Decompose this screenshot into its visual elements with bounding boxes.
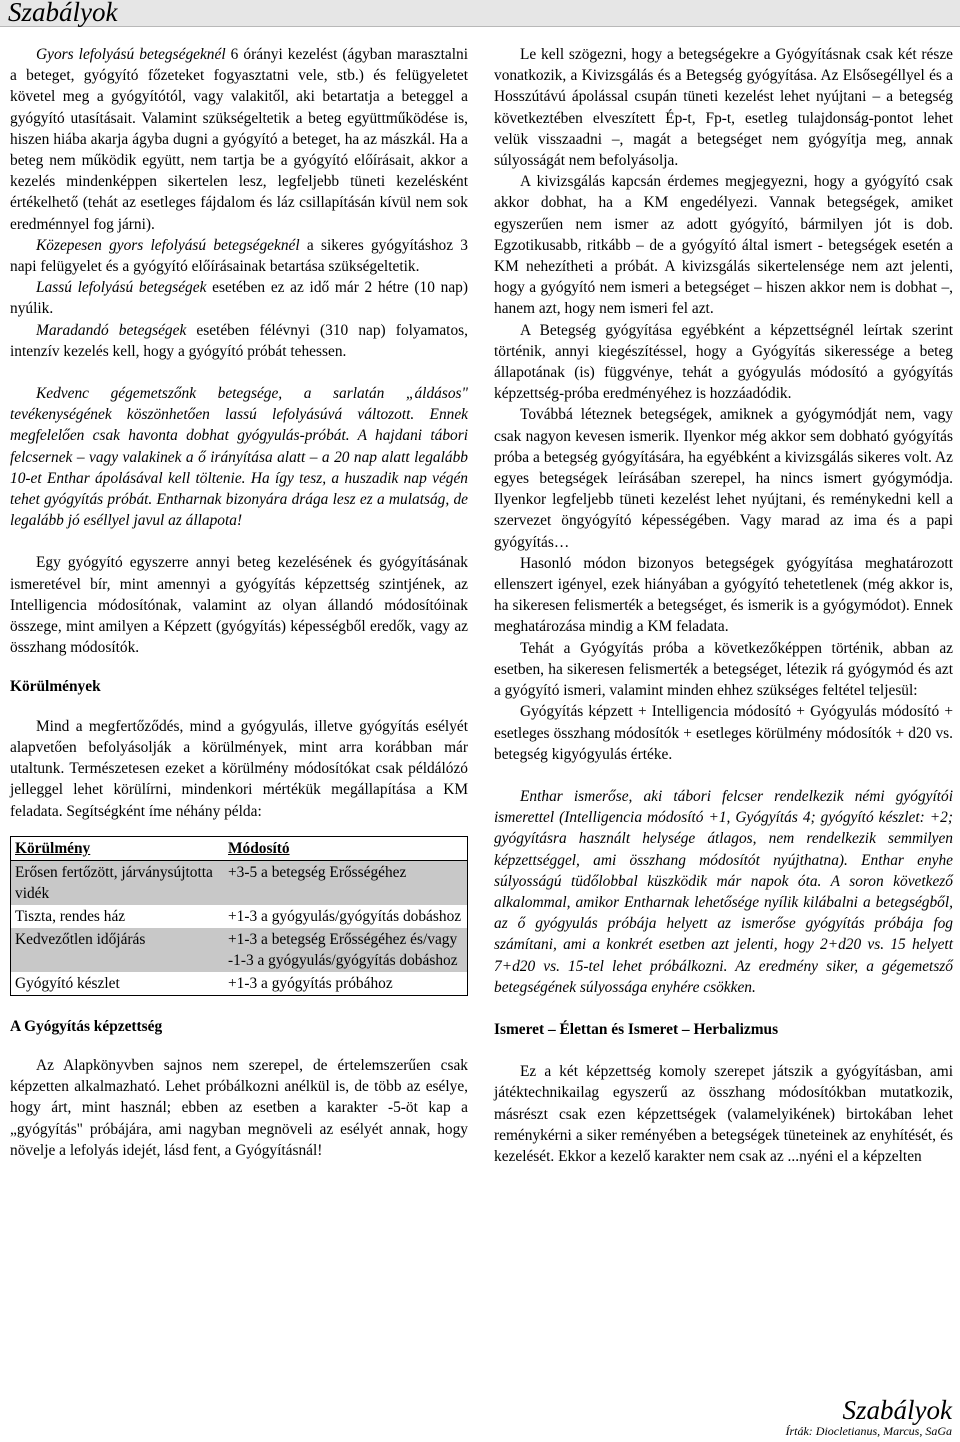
paragraph-fast-course xyxy=(10,44,468,235)
table-row xyxy=(11,860,468,905)
heading-korulmenyek: Körülmények xyxy=(10,678,101,696)
table-cell: Tiszta, rendes ház xyxy=(15,907,126,925)
right-column xyxy=(494,44,953,1167)
term-permanent: Maradandó betegségek xyxy=(36,321,187,339)
paragraph-examination: A kivizsgálás kapcsán érdemes megjegyezni, hogy a gyógyító csak akkor dobhat, ha a KM engedélyezi. Vannak betegségek, amiket egyszerűen nem ismer az adott gyógyító, bármilyen jót is dob. Egzotikusabb, ritkább – de a gyógyító által ismert - betegségek esetén a KM nehezítheti a próbát. A kivizsgálás sikertelensége nem azt jelenti, hogy a gyógyító nem ismeri a betegséget – hiszen akkor nem is dobhat –, hanem azt, hogy nem ismeri fel azt. xyxy=(494,173,953,318)
example-right: Enthar ismerőse, aki tábori felcser rendelkezik némi gyógyítói ismerettel (Intelligencia módosító +1, Gyógyítás 4; gyógyító készlet: +2; gyógyításra használt helysége átlagos, nem rendelkezik semmilyen képzettséggel, ami összhang módosítót nyújthatna). Enthar enyhe súlyosságú tüdőlobbal küszködik már napok óta. A soron következő alkalommal, amikor Entharnak lehetősége nyílik kilábalni a betegségből, az ő gyógyulás próbája helyett az ismerőse gyógyítás próbája fog számítani, ami a konkrét esetben azt jelenti, hogy 2+d20 vs. 15 helyett 7+d20 vs. 15-tel lehet próbálkozni. Az eredmény siker, a gégemetsző betegségének súlyossága enyhére csökken. xyxy=(494,787,953,996)
table-cell: +1-3 a betegség Erősségéhez és/vagy -1-3 a gyógyulás/gyógyítás dobáshoz xyxy=(224,928,468,972)
paragraph-medium-course-text: a sikeres gyógyításhoz 3 napi felügyelet és a gyógyító előírásainak betartása szükségeltetik. xyxy=(10,236,468,276)
table-header-cell: Módosító xyxy=(224,836,468,860)
table-row xyxy=(11,905,468,928)
table-cell: +3-5 a betegség Erősségéhez xyxy=(224,860,468,905)
table-header-row xyxy=(11,836,468,860)
table-row xyxy=(11,972,468,996)
paragraph-parts: Le kell szögezni, hogy a betegségekre a Gyógyításnak csak két része vonatkozik, a Kivizsgálás és a Betegség gyógyítása. Az Elsősegéllyel és a Hosszútávú ápolással csupán tüneti kezelést lehet nyújtani – a betegség következtében elveszített Ép-t, Fp-t, esetleg tulajdonság-pontot lehet velük visszaadni –, magát a betegséget nem gyógyítja meg, annak súlyosságát nem befolyásolja. xyxy=(494,46,953,170)
table-row xyxy=(11,928,468,972)
table-cell: Kedvezőtlen időjárás xyxy=(11,928,225,972)
paragraph-capacity: Egy gyógyító egyszerre annyi beteg kezelésének és gyógyításának ismeretével bír, mint amennyi a gyógyítás képzettség szintjének, az Intelligencia módosítónak, valamint az olyan állandó módosítóinak összege, mint amilyen a Képzett (gyógyítás) képességből eredők, vagy az összhang módosítók. xyxy=(10,554,468,657)
table-cell: +1-3 a gyógyítás próbához xyxy=(228,974,393,992)
left-column xyxy=(10,44,468,1161)
paragraph-permanent xyxy=(10,320,468,362)
paragraph-slow-course xyxy=(10,277,468,319)
paragraph-skill: Az Alapkönyvben sajnos nem szerepel, de értelemszerűen csak képzetten alkalmazható. Lehet próbálkozni anélkül is, de több az esélye, hogy árt, mint használ; ebben az esetben a karakter -5-öt kap a „gyógyítás" próbájára, ami nagyban megnöveli az esélyét annak, hogy növelje a lefolyás idejét, lásd fent, a Gyógyításnál! xyxy=(10,1056,468,1159)
paragraph-knowledge: Ez a két képzettség komoly szerepet játszik a gyógyításban, ami játéktechnikailag egyszerű az összhang módosítókban mutatkozik, másrészt csak ezen képzettségek (valamelyikének) birtokában lehet reménykérni a siker reményében a betegségek tüneteinek az enyhítését, és kezelését. Ekkor a kezelő karakter nem csak az ...nyéni el a képzelten xyxy=(494,1063,953,1165)
term-slow-course: Lassú lefolyású betegségek xyxy=(36,279,207,297)
paragraph-formula: Gyógyítás képzett + Intelligencia módosító + Gyógyulás módosító + esetleges összhang módosítók + esetleges körülmény módosítók + d20 vs. betegség kigyógyulás értéke. xyxy=(494,703,953,763)
page-header xyxy=(0,0,960,27)
table-cell: Erősen fertőzött, járványsújtotta vidék xyxy=(11,860,225,905)
example-left: Kedvenc gégemetszőnk betegsége, a sarlatán „áldásos" tevékenységének köszönhetően lassú lefolyásúvá változott. Ennek megfelelően csak havonta dobhat gyógyulás-próbát. A hajdani tábori felcsernek – vagy valakinek a ő irányítása alatt – a 20 nap alatt legalább 10-et Enthar ápolásával kell töltenie. Ha így tesz, a huszadik nap végén tehet gyógyítás próbát. Entharnak bizonyára drága lesz ez a mulatság, de legalább jó eséllyel javul az állapota! xyxy=(10,385,468,530)
paragraph-antidote: Hasonló módon bizonyos betegségek gyógyítása meghatározott ellenszert igényel, ezek hiányában a gyógyító tehetetlenek (még akkor is, ha sikeresen felismerték a betegséget, és ismerik is a gyógymódot). Ennek meghatározása mindig a KM feladata. xyxy=(494,554,953,636)
modifier-table xyxy=(10,836,468,996)
paragraph-slow-course-text: esetében ez az idő már 2 hétre (10 nap) nyúlik. xyxy=(10,279,468,318)
table-cell: +1-3 a gyógyulás/gyógyítás dobáshoz xyxy=(228,907,462,925)
paragraph-procedure: Tehát a Gyógyítás próba a következőképpen történik, abban az esetben, ha sikeresen felismerték a betegséget, létezik rá gyógymód és azt a gyógyító ismeri, valamint minden ehhez szükséges feltétel teljesül: xyxy=(494,639,953,700)
paragraph-permanent-text: esetében félévnyi (310 nap) folyamatos, intenzív kezelés kell, hogy a gyógyító próbát tehessen. xyxy=(10,321,468,360)
term-fast-course: Gyors lefolyású betegségeknél xyxy=(36,46,226,63)
table-header-cell: Körülmény xyxy=(11,836,225,860)
footer-authors: Írták: Diocletianus, Marcus, SaGa xyxy=(785,1424,952,1438)
term-medium-course: Közepesen gyors lefolyású betegségeknél xyxy=(36,236,300,254)
paragraph-medium-course xyxy=(10,235,468,277)
footer-title: Szabályok xyxy=(842,1395,952,1425)
paragraph-unknown-cure: Továbbá léteznek betegségek, amiknek a gyógymódját nem, vagy csak nagyon kevesen ismerik. Ilyenkor még akkor sem dobható gyógyítás próba a betegség gyógyítására, ha egyébként a kivizsgálás sikeres volt. Az egyes betegségek leírásában szerepel, ha nincs ismert gyógymódja. Ilyenkor legfeljebb tüneti kezelést lehet nyújtani, és reménykedni kell a szervezet öngyógyító képességében. Vagy marad az ima és a papi gyógyítás… xyxy=(494,406,953,551)
page-footer xyxy=(785,1396,952,1438)
heading-ismeret: Ismeret – Élettan és Ismeret – Herbalizmus xyxy=(494,1020,779,1038)
header-title: Szabályok xyxy=(8,0,118,27)
paragraph-fast-course-text: 6 órányi kezelést (ágyban marasztalni a beteget, gyógyító főzeteket fogyasztatni vele, stb.) és felügyeletet követel meg a gyógyítótól, vagy valakitől, aki betartatja a beteggel a gyógyító utasításait. Valamint szükségeltetik a beteg együttműködése is, hiszen hiába akarja ágyba dugni a gyógyító a beteget, ha az mászkál. Ha a beteg nem működik együtt, nem tartja be a gyógyító előírásait, akkor a kezelés mindenképpen sikertelen lesz, legfeljebb tüneti kezelésként értékelhető (tehát az esetleges fájdalom és láz csillapításán kívül nem sok eredménnyel fog járni). xyxy=(10,46,468,233)
heading-gyogyitas-kepzettseg: A Gyógyítás képzettség xyxy=(10,1017,163,1035)
table-cell: Gyógyító készlet xyxy=(15,974,120,992)
paragraph-treatment: A Betegség gyógyítása egyébként a képzettségnél leírtak szerint történik, annyi kiegészítéssel, hogy a Gyógyítás sikeressége a beteg állapotának (is) függvénye, tehát a gyógyulás módosító a gyógyítás képzettség-próba eredményéhez is hozzáadódik. xyxy=(494,321,953,403)
paragraph-circumstances: Mind a megfertőződés, mind a gyógyulás, illetve gyógyítás esélyét alapvetően befolyásolják a körülmények, mint arra korábban már utaltunk. Természetesen ezeket a körülmény módosítókat csak példálózó jelleggel lehet körülírni, mindenkori mértékük megállapítása a KM feladata. Segítségként íme néhány példa: xyxy=(10,717,468,820)
